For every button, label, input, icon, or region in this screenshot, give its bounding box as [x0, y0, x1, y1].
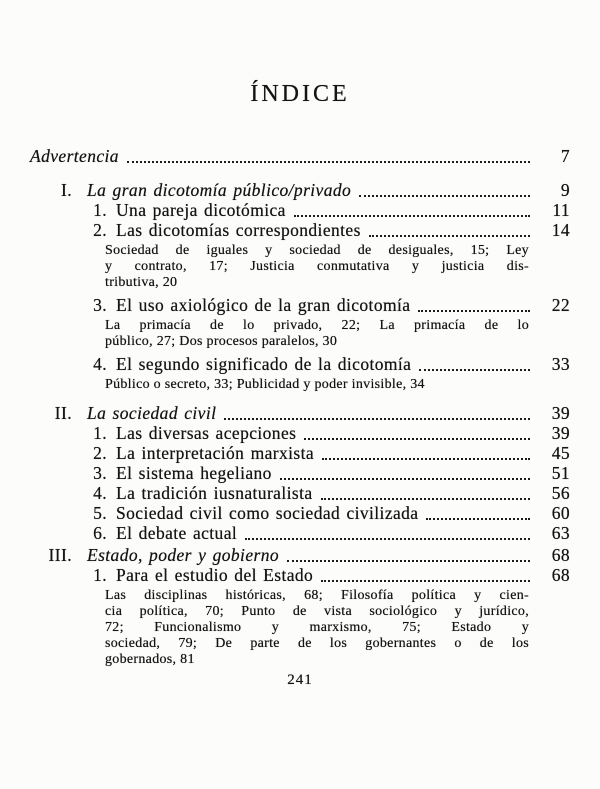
item-number: 1.: [93, 200, 107, 220]
item-label: Sociedad civil como sociedad civilizada: [116, 503, 419, 523]
dot-leader: [417, 354, 530, 374]
toc-row-item: [0, 463, 600, 483]
page-number: 39: [551, 403, 570, 423]
toc-row-section-2: [0, 403, 600, 423]
dot-leader: [357, 180, 530, 200]
dot-leader: [125, 146, 530, 166]
item-number: 2.: [93, 220, 107, 240]
item-label: Las diversas acepciones: [116, 423, 297, 443]
toc-row-item: [0, 354, 600, 374]
dot-leader: [424, 503, 530, 523]
item-number: 4.: [93, 483, 107, 503]
toc-row-item: [0, 523, 600, 543]
page-number: 60: [551, 503, 570, 523]
item-number: 1.: [93, 423, 107, 443]
page-number: 39: [551, 423, 570, 443]
toc-row-item: [0, 483, 600, 503]
sub-entry-line: público, 27; Dos procesos paralelos, 30: [105, 334, 338, 349]
section-title: La sociedad civil: [87, 403, 217, 423]
toc-row-item: [0, 443, 600, 463]
sub-entry-line: Las disciplinas históricas, 68; Filosofía política y cien-: [105, 588, 529, 603]
dot-leader: [367, 220, 530, 240]
entry-label: Advertencia: [30, 146, 119, 166]
toc-row-section-1: [0, 180, 600, 200]
toc-row-section-3: [0, 545, 600, 565]
sub-entry-line: sociedad, 79; De parte de los gobernantes o de los: [105, 636, 529, 651]
dot-leader: [292, 200, 530, 220]
section-numeral: II.: [54, 403, 72, 423]
item-label: El debate actual: [116, 523, 238, 543]
dot-leader: [302, 423, 530, 443]
item-label: Las dicotomías correspondientes: [116, 220, 361, 240]
page-number: 51: [551, 463, 570, 483]
dot-leader: [319, 483, 530, 503]
item-number: 6.: [93, 523, 107, 543]
sub-entries-block: [105, 243, 529, 291]
item-number: 5.: [93, 503, 107, 523]
book-index-page: [0, 80, 600, 789]
dot-leader: [320, 443, 530, 463]
section-title: La gran dicotomía público/privado: [87, 180, 352, 200]
sub-entries-block: [105, 588, 529, 668]
sub-entries-block: [105, 377, 529, 393]
page-number: 56: [551, 483, 570, 503]
item-number: 4.: [93, 354, 107, 374]
item-label: Para el estudio del Estado: [116, 565, 314, 585]
page-number: 7: [560, 146, 570, 166]
toc-row-item: [0, 295, 600, 315]
section-numeral: I.: [60, 180, 72, 200]
toc-row-item: [0, 565, 600, 585]
toc-row-item: [0, 200, 600, 220]
sub-entry-line: gobernados, 81: [105, 652, 195, 667]
sub-entry-line: Público o secreto, 33; Publicidad y poder invisible, 34: [105, 377, 425, 392]
sub-entry-line: tributiva, 20: [105, 275, 178, 290]
dot-leader: [243, 523, 530, 543]
page-number: 14: [551, 220, 570, 240]
item-label: La tradición iusnaturalista: [116, 483, 313, 503]
dot-leader: [278, 463, 530, 483]
item-number: 3.: [93, 295, 107, 315]
page-number: 11: [552, 200, 570, 220]
item-label: El segundo significado de la dicotomía: [116, 354, 412, 374]
page-number: 22: [551, 295, 570, 315]
item-number: 3.: [93, 463, 107, 483]
folio-page-number: 241: [287, 672, 313, 688]
page-number: 33: [551, 354, 570, 374]
dot-leader: [319, 565, 530, 585]
sub-entry-line: Sociedad de iguales y sociedad de desiguales, 15; Ley: [105, 243, 529, 258]
sub-entry-line: y contrato, 17; Justicia conmutativa y justicia dis-: [105, 259, 529, 274]
item-label: El uso axiológico de la gran dicotomía: [116, 295, 411, 315]
item-label: Una pareja dicotómica: [116, 200, 286, 220]
toc-row-advertencia: [0, 146, 600, 166]
dot-leader: [222, 403, 530, 423]
page-number: 68: [551, 565, 570, 585]
item-number: 1.: [93, 565, 107, 585]
toc-row-item: [0, 503, 600, 523]
sub-entry-line: 72; Funcionalismo y marxismo, 75; Estado y: [105, 620, 529, 635]
sub-entry-line: cia política, 70; Punto de vista sociológico y jurídico,: [105, 604, 529, 619]
dot-leader: [285, 545, 530, 565]
toc-row-item: [0, 220, 600, 240]
item-label: El sistema hegeliano: [116, 463, 272, 483]
section-title: Estado, poder y gobierno: [87, 545, 279, 565]
section-numeral: III.: [48, 545, 72, 565]
page-number: 9: [560, 180, 570, 200]
page-number: 63: [551, 523, 570, 543]
toc-row-item: [0, 423, 600, 443]
page-number: 45: [551, 443, 570, 463]
dot-leader: [416, 295, 530, 315]
item-label: La interpretación marxista: [116, 443, 315, 463]
sub-entries-block: [105, 318, 529, 350]
sub-entry-line: La primacía de lo privado, 22; La primacía de lo: [105, 318, 529, 333]
page-title: ÍNDICE: [250, 81, 350, 107]
page-number: 68: [551, 545, 570, 565]
item-number: 2.: [93, 443, 107, 463]
